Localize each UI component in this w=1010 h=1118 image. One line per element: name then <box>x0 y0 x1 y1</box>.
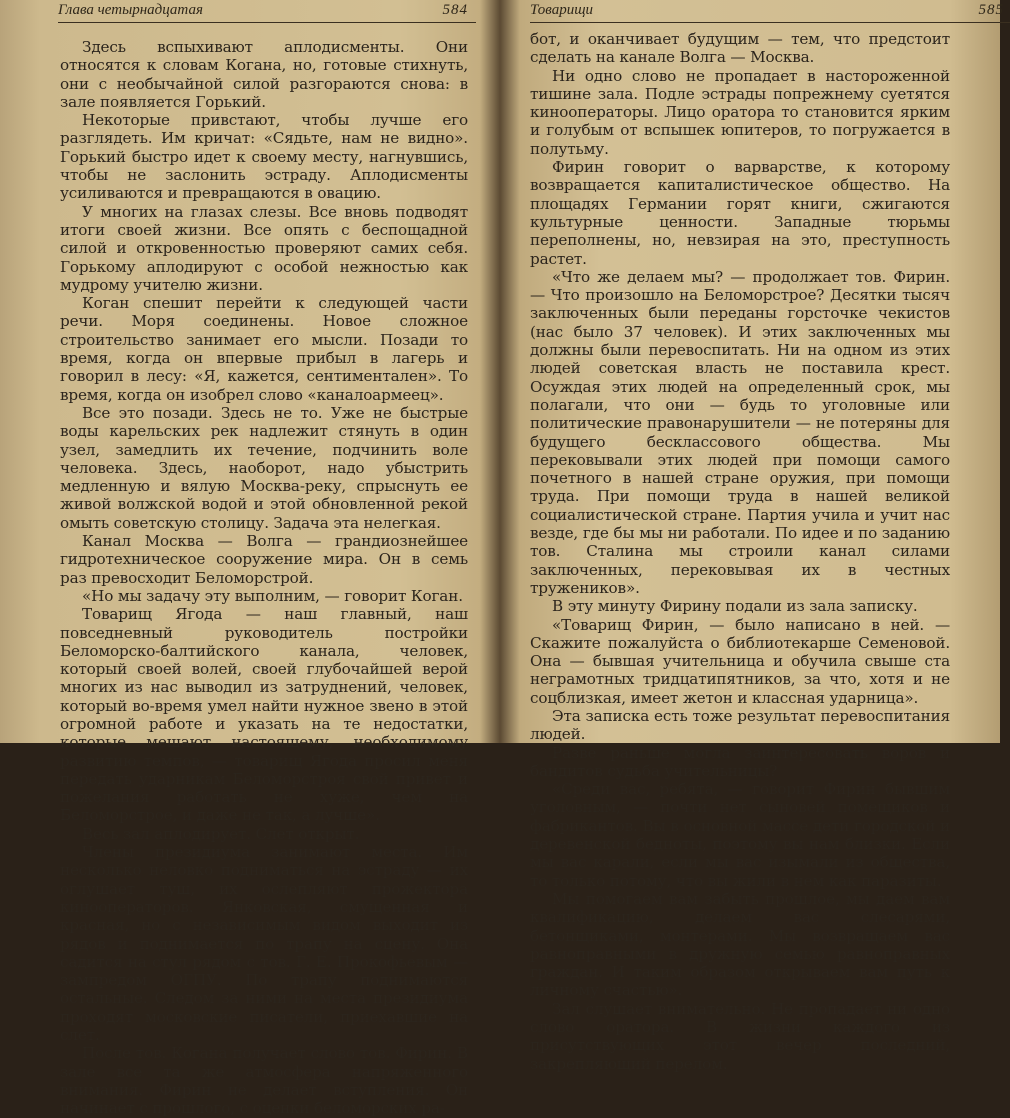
paragraph: Некоторые привстают, чтобы лучше его разглядеть. Им кричат: «Сядьте, нам не видно». Горький быстро идет к своему месту, нагнувшись, чтобы не заслонить эстраду. Аплодисменты усиливаются и превращаются в овацию. <box>60 111 468 203</box>
page-number-left: 584 <box>442 2 468 18</box>
left-page <box>0 0 498 1118</box>
paragraph: Коган спешит перейти к следующей части речи. Моря соединены. Новое сложное строительство занимает его мысли. Позади то время, когда он впервые прибыл в лагерь и говорил в лесу: «Я, кажется, сентиментален». То время, когда он изобрел слово «каналоармеец». <box>60 294 468 404</box>
paragraph: Разве раньше могла заинтересовать воров и бандитов судьба учительницы? <box>530 743 950 780</box>
paragraph: Фирин говорит о варварстве, к которому возвращается капиталистическое общество. На площадях Германии горят книги, сжигаются культурные ценности. Западные тюрьмы переполнены, но, невзирая на это, преступность растет. <box>530 158 950 268</box>
paragraph: Ни одно слово не пропадает в настороженной тишине зала. Подле эстрады попрежнему суетятся кинооператоры. Лицо оратора то становится ярким и голубым от вспышек юпитеров, то погружается в полутьму. <box>530 66 950 158</box>
right-page-text <box>530 30 950 1073</box>
paragraph: Мы помогаем вам забыть прошлое, мы даем вам квалификацию, делаем вас слесарями, бетонщиками, монтерами. Мы возвращаем вас равноправными в дружную семью равноправных граждан. И таким образом открываем вам путь к личному счастью». <box>530 889 950 1000</box>
chapter-title: Глава четырнадцатая <box>58 2 203 18</box>
paragraph: После тов. Когана получает слово тов. Фирин. В зале все та же атмосфера напряженного внимания. Фирин не делает вступления. Он начинает с прошлого, с оценки беломорских ра- <box>60 1044 468 1118</box>
page-number-right: 585 <box>978 2 1004 18</box>
paragraph: «Что же делаем мы? — продолжает тов. Фирин. — Что произошло на Беломорстрое? Десятки тысяч заключенных были переданы горсточке чекистов (нас было 37 человек). И этих заключенных мы должны были перевоспитать. Ни на одном из этих людей советская власть не поставила крест. Осуждая этих людей на определенный срок, мы полагали, что они — будь то уголовные или политические правонарушители — не потеряны для будущего бесклассового общества. Мы перековывали этих людей при помощи самого почетного в нашей стране оружия, при помощи труда. При помощи труда в нашей великой социалистической стране. Партия учила и учит нас везде, где бы мы ни работали. По идее и по заданию тов. Сталина мы строили канал силами заключенных, перековывая их в честных тружеников». <box>530 267 950 597</box>
paragraph: Члены президиума занимают места. Им несколько неловко подниматься на эстраду — их оглушает туш, их ослепляют прожектора кинооператоров. Янковская, смущенная и красная, но с независимым видом выходит из рядов и поднимается по трапу на сцену. Она садится на стул рядом с тов. Г. Е. Прокофьевым — зампредом ОГПУ. По трапу поднимаются остальные. Следом за ними на места президиума проходят московские писатели, приехавшие на слет. <box>60 843 468 1045</box>
paragraph: Товарищ Ягода — наш главный, наш повседневный руководитель постройки Беломорско-балтийского канала, человек, который своей волей, своей глубочайшей верой многих из нас выводил из затруднений, человек, который во-время умел найти нужное звено в этой огромной работе и указать на те недостатки, которые мешают настоящему, необходимому развитию темпов, — товарищ Ягода просил меня передать ударникам Беломорстроя свой привет и пожелания работать не хуже, чем на Беломорстрое, и даже не так, а лучше». <box>60 605 468 825</box>
paragraph: «Товарищ Фирин, — было написано в ней. — Скажите пожалуйста о библиотекарше Семеновой. Она — бывшая учительница и обучила свыше ста неграмотных тридцатипятников, за что, хотя и не соцблизкая, имеет жетон и классная ударница». <box>530 615 950 707</box>
paragraph: Эта записка есть тоже результат перевоспитания людей. <box>530 706 950 744</box>
right-page <box>502 0 1004 1073</box>
paragraph: Зал слушает внимательно. Не пропадает ни одно слово оратора. В жизни каждого из присутствующих этот вечер последний, закрепляющий перелом. <box>530 999 950 1073</box>
left-page-text <box>60 38 468 1118</box>
paragraph: Весь зал аплодирует. Слет открыт. <box>82 824 360 843</box>
section-title: Товарищи <box>530 2 594 18</box>
paragraph: Здесь вспыхивают аплодисменты. Они относятся к словам Когана, но, готовые стихнуть, они с необычайной силой разгораются снова: в зале появляется Горький. <box>60 38 468 111</box>
paragraph: У многих на глазах слезы. Все вновь подводят итоги своей жизни. Все опять с беспощадной силой и откровенностью проверяют самих себя. Горькому аплодируют с особой нежностью как мудрому учителю жизни. <box>60 202 468 294</box>
paragraph: бот, и оканчивает будущим — тем, что предстоит сделать на канале Волга — Москва. <box>530 30 950 67</box>
paragraph: «Но мы задачу эту выполним, — говорит Коган. <box>82 586 463 605</box>
paragraph: «Среди вас, ребята, — говорит Фирин бывшим уголовным, — почти нет сыновей помещиков и фабрикантов. Вы в основной массе дети городской и деревенской бедноты, поэтому вы нам близки. Если мы вас карали, если мы вас изымали из общества, то только потому, что вы жили в нем как паразиты. <box>530 780 950 890</box>
left-page-header <box>58 2 476 23</box>
paragraph: В эту минуту Фирину подали из зала записку. <box>552 597 918 616</box>
right-page-header <box>530 2 1010 23</box>
paragraph: Канал Москва — Волга — грандиознейшее гидротехническое сооружение мира. Он в семь раз превосходит Беломорстрой. <box>60 532 468 587</box>
paragraph: Все это позади. Здесь не то. Уже не быстрые воды карельских рек надлежит стянуть в один узел, замедлить их течение, подчинить воле человека. Здесь, наоборот, надо убыстрить медленную и вялую Москва-реку, спрыснуть ее живой волжской водой и этой обновленной рекой омыть советскую столицу. Задача эта нелегкая. <box>60 403 468 532</box>
